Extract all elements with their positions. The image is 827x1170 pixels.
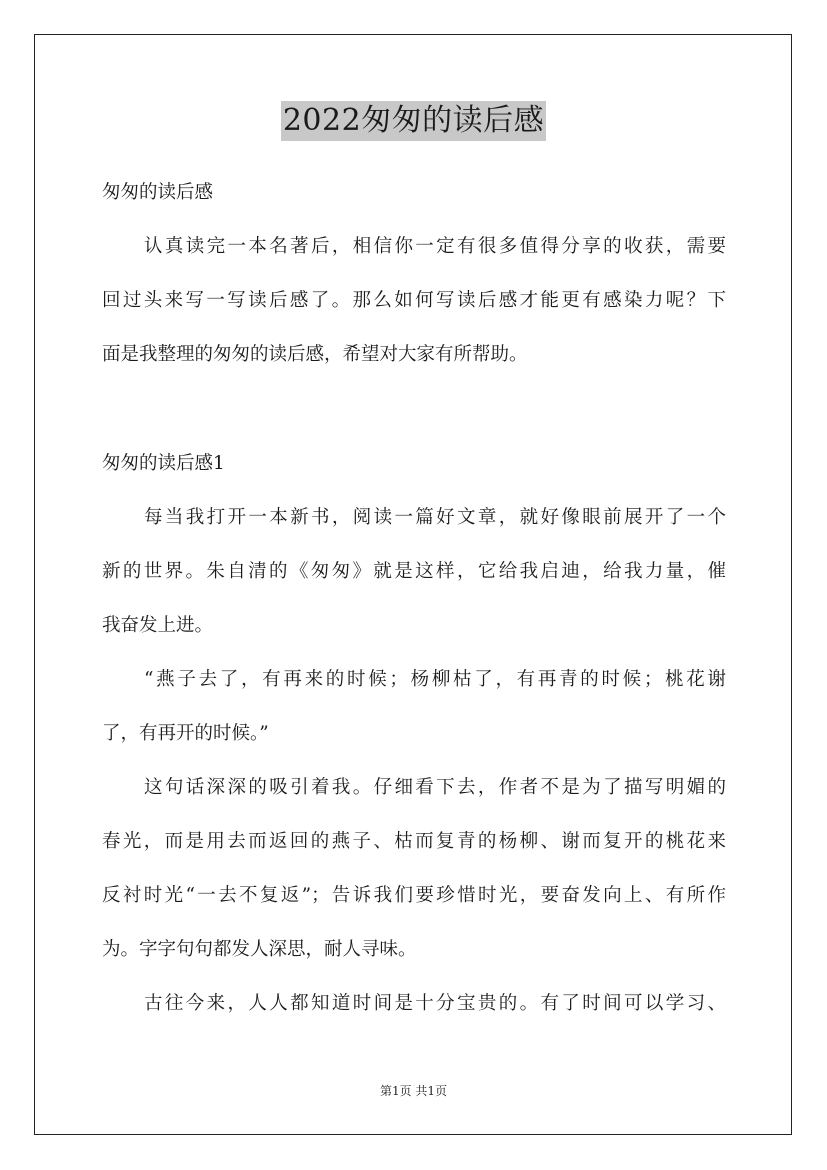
quote-line: “燕子去了，有再来的时候；杨柳枯了，有再青的时候；桃花谢 [144,669,726,690]
section-heading: 匆匆的读后感 [102,182,214,203]
paragraph-line: 面是我整理的匆匆的读后感，希望对大家有所帮助。 [102,344,528,365]
paragraph-line: 新的世界。朱自清的《匆匆》就是这样，它给我启迪，给我力量，催 [102,561,726,582]
paragraph-line: 每当我打开一本新书，阅读一篇好文章，就好像眼前展开了一个 [144,507,726,528]
paragraph-line: 反衬时光“一去不复返”；告诉我们要珍惜时光，要奋发向上、有所作 [102,885,726,906]
quote-line: 了，有再开的时候。” [102,723,269,744]
document-title [0,100,827,141]
paragraph-line: 回过头来写一写读后感了。那么如何写读后感才能更有感染力呢？下 [102,290,726,311]
paragraph-line: 这句话深深的吸引着我。仔细看下去，作者不是为了描写明媚的 [144,777,726,798]
paragraph-line: 为。字字句句都发人深思，耐人寻味。 [102,939,417,960]
paragraph-line: 我奋发上进。 [102,615,214,636]
page-footer: 第1页 共1页 [379,1084,448,1098]
paragraph-line: 春光，而是用去而返回的燕子、枯而复青的杨柳、谢而复开的桃花来 [102,831,726,852]
section-heading: 匆匆的读后感1 [102,453,225,474]
paragraph-line: 古往今来，人人都知道时间是十分宝贵的。有了时间可以学习、 [144,993,726,1014]
document-title-text: 2022匆匆的读后感 [281,101,546,141]
paragraph-line: 认真读完一本名著后，相信你一定有很多值得分享的收获，需要 [144,236,726,257]
